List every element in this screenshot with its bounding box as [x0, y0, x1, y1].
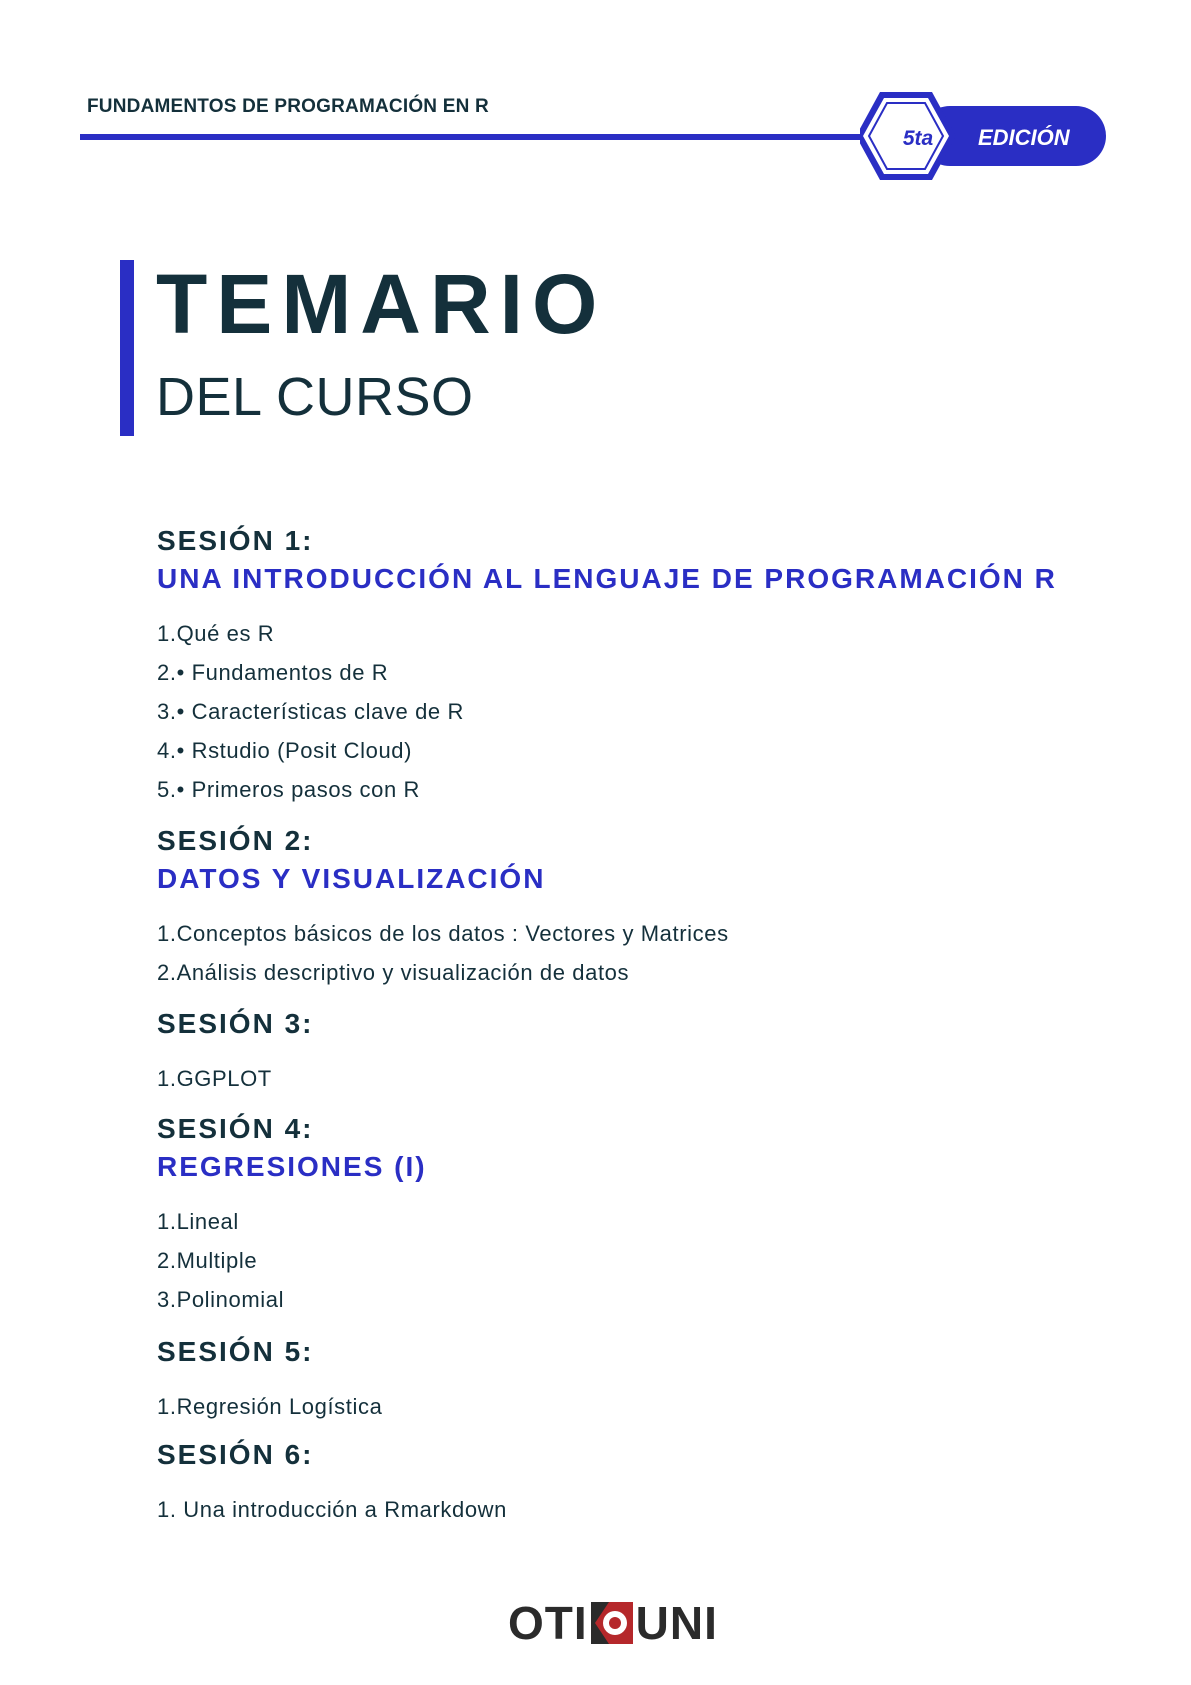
topic-item [157, 692, 1057, 731]
topic-number: 1. [157, 1065, 177, 1091]
page-subtitle: DEL CURSO [156, 367, 474, 427]
topic-number: 3. [157, 1286, 177, 1312]
topic-item [157, 1387, 382, 1426]
topic-number: 1. [157, 1208, 177, 1234]
session-label: SESIÓN 6: [157, 1439, 314, 1470]
session-6 [157, 1436, 507, 1529]
topic-item [157, 653, 1057, 692]
topic-number: 1. [157, 620, 177, 646]
topic-number: 2. [157, 959, 177, 985]
session-label: SESIÓN 5: [157, 1336, 314, 1367]
topic-number: 1. [157, 920, 177, 946]
session-subtitle: UNA INTRODUCCIÓN AL LENGUAJE DE PROGRAMACIÓN R [157, 562, 1057, 594]
topic-text: Una introducción a Rmarkdown [176, 1496, 508, 1522]
topic-number: 2. [157, 659, 177, 685]
session-4 [157, 1110, 427, 1319]
gear-icon [591, 1600, 633, 1646]
title-accent-bar [120, 260, 134, 436]
topic-text: Conceptos básicos de los datos : Vectores y Matrices [176, 920, 729, 946]
oti-uni-logo [508, 1597, 718, 1649]
logo-text-right: UNI [635, 1597, 718, 1649]
edition-label: EDICIÓN [978, 125, 1070, 150]
session-3 [157, 1005, 313, 1098]
topic-item [157, 1280, 427, 1319]
course-name: FUNDAMENTOS DE PROGRAMACIÓN EN R [87, 96, 489, 117]
session-5 [157, 1333, 382, 1426]
topic-text: Polinomial [176, 1286, 285, 1312]
topic-text: • Primeros pasos con R [176, 776, 420, 802]
session-label: SESIÓN 4: [157, 1113, 314, 1144]
session-subtitle: DATOS Y VISUALIZACIÓN [157, 862, 546, 894]
page-title: TEMARIO [156, 257, 607, 351]
topic-text: Regresión Logística [176, 1393, 383, 1419]
topic-text: Qué es R [176, 620, 275, 646]
topic-item [157, 614, 1057, 653]
topic-list [157, 1387, 382, 1426]
header-divider [80, 134, 880, 140]
topic-list [157, 1059, 313, 1098]
session-label: SESIÓN 2: [157, 825, 314, 856]
topic-item [157, 731, 1057, 770]
topic-number: 4. [157, 737, 177, 763]
topic-text: • Rstudio (Posit Cloud) [176, 737, 413, 763]
topic-item [157, 1241, 427, 1280]
session-subtitle: REGRESIONES (I) [157, 1150, 427, 1182]
topic-item [157, 1202, 427, 1241]
topic-item [157, 914, 729, 953]
topic-text: • Fundamentos de R [176, 659, 389, 685]
session-label: SESIÓN 1: [157, 525, 314, 556]
session-label: SESIÓN 3: [157, 1008, 314, 1039]
topic-item [157, 770, 1057, 809]
topic-list [157, 1490, 507, 1529]
topic-list [157, 914, 729, 992]
topic-number: 1. [157, 1496, 177, 1522]
topic-text: Lineal [176, 1208, 239, 1234]
topic-list [157, 614, 1057, 809]
topic-item [157, 1059, 313, 1098]
topic-number: 5. [157, 776, 177, 802]
topic-number: 3. [157, 698, 177, 724]
logo-text-left: OTI [508, 1597, 588, 1649]
session-1 [157, 522, 1057, 809]
topic-number: 2. [157, 1247, 177, 1273]
topic-text: • Características clave de R [176, 698, 464, 724]
topic-item [157, 953, 729, 992]
topic-text: Multiple [176, 1247, 258, 1273]
edition-number: 5ta [902, 127, 934, 150]
topic-item [157, 1490, 507, 1529]
topic-list [157, 1202, 427, 1319]
topic-number: 1. [157, 1393, 177, 1419]
topic-text: GGPLOT [176, 1065, 272, 1091]
session-2 [157, 822, 729, 992]
topic-text: Análisis descriptivo y visualización de datos [176, 959, 630, 985]
